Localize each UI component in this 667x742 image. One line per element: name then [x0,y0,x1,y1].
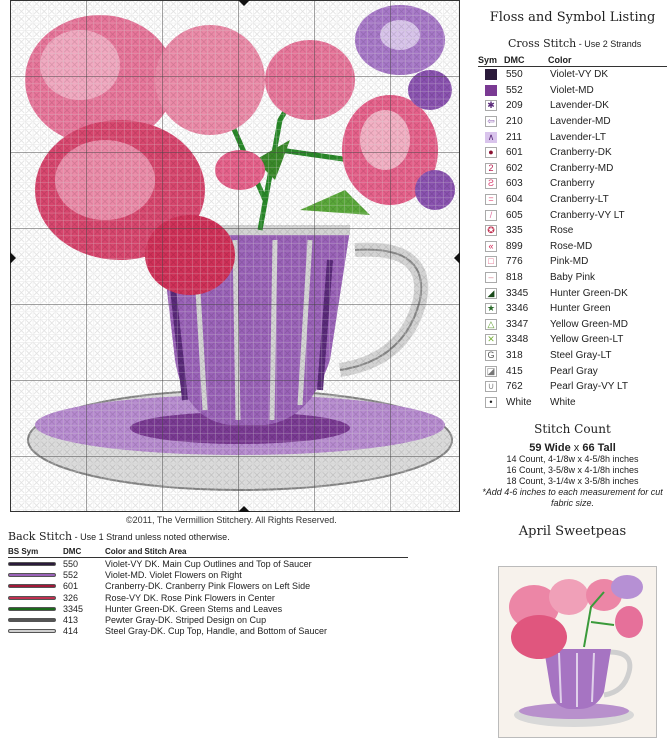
floss-row [478,129,667,145]
floss-dmc: 210 [506,116,523,128]
floss-color-name: Baby Pink [550,272,596,284]
symbol-cell [478,85,504,96]
back-stitch-dmc: 552 [63,569,79,580]
floss-row [478,176,667,192]
floss-row [478,207,667,223]
back-stitch-legend [8,530,408,637]
floss-row [478,332,667,348]
stitch-count [478,422,667,509]
back-stitch-line-sample [8,596,56,600]
floss-color-name: Hunter Green [550,303,611,315]
back-stitch-dmc: 326 [63,592,79,603]
symbol-cell [478,116,504,127]
symbol-cell [478,225,504,236]
bs-area-header: Color and Stitch Area [105,547,187,556]
back-stitch-line-sample [8,573,56,577]
back-stitch-area: Pewter Gray-DK. Striped Design on Cup [105,615,267,626]
floss-dmc: 605 [506,209,523,221]
symbol-cell [478,178,504,189]
floss-symbol-swatch [485,69,497,80]
back-stitch-area: Violet-VY DK. Main Cup Outlines and Top of Saucer [105,558,312,569]
floss-row [478,67,667,83]
floss-symbol-swatch: △ [485,319,497,330]
back-stitch-area: Cranberry-DK. Cranberry Pink Flowers on Left Side [105,581,311,592]
back-stitch-label: Back Stitch [8,530,73,543]
floss-dmc: 604 [506,194,523,206]
back-stitch-header [8,547,408,558]
floss-row [478,363,667,379]
back-stitch-dmc: 601 [63,581,79,592]
floss-symbol-swatch [485,85,497,96]
floss-dmc: 3345 [506,287,529,299]
back-stitch-area: Hunter Green-DK. Green Stems and Leaves [105,603,283,614]
back-stitch-line-sample [8,607,56,611]
floss-dmc: 899 [506,240,523,252]
floss-row [478,301,667,317]
floss-dmc: 550 [506,69,523,81]
floss-row [478,254,667,270]
symbol-cell [478,132,504,143]
floss-row [478,348,667,364]
cross-stitch-chart [10,0,460,512]
back-stitch-row [8,626,408,637]
back-stitch-area: Steel Gray-DK. Cup Top, Handle, and Bottom of Saucer [105,626,327,637]
preview-illustration [499,567,656,737]
floss-symbol-swatch: G [485,350,497,361]
symbol-cell [478,366,504,377]
finished-preview-image [498,566,657,738]
bs-sym-header: BS Sym [8,547,39,556]
floss-color-name: Violet-MD [550,84,594,96]
floss-row [478,161,667,177]
floss-color-name: Yellow Green-LT [550,334,624,346]
floss-row [478,270,667,286]
symbol-cell [478,210,504,221]
floss-color-name: Rose [550,225,574,237]
floss-color-name: Pearl Gray-VY LT [550,381,628,393]
floss-color-name: Pink-MD [550,256,589,268]
symbol-cell [478,334,504,345]
cross-stitch-label: Cross Stitch [508,37,577,50]
floss-dmc: 209 [506,100,523,112]
floss-dmc: White [506,396,532,408]
stitch-count-title: Stitch Count [534,422,611,436]
floss-symbol-swatch: 2 [485,163,497,174]
sym-header: Sym [478,55,498,65]
floss-dmc: 3347 [506,318,529,330]
floss-color-name: Pearl Gray [550,365,598,377]
floss-row [478,114,667,130]
floss-dmc: 601 [506,147,523,159]
floss-dmc: 335 [506,225,523,237]
back-stitch-dmc: 3345 [63,603,84,614]
floss-symbol-swatch: / [485,210,497,221]
floss-symbol-swatch: Ƨ [485,178,497,189]
floss-symbol-swatch: • [485,397,497,408]
floss-dmc: 762 [506,381,523,393]
count-row-18: 18 Count, 3-1/4w x 3-5/8h inches [506,476,639,486]
symbol-cell [478,350,504,361]
count-row-16: 16 Count, 3-5/8w x 4-1/8h inches [506,465,639,475]
floss-row [478,394,667,410]
back-stitch-row [8,569,408,580]
floss-row [478,83,667,99]
floss-dmc: 776 [506,256,523,268]
dmc-header: DMC [504,55,525,65]
floss-symbol-swatch: – [485,272,497,283]
symbol-cell [478,319,504,330]
floss-color-name: Rose-MD [550,240,593,252]
floss-symbol-swatch: ✪ [485,225,497,236]
chart-pattern-grid [10,0,460,512]
floss-dmc: 602 [506,162,523,174]
back-stitch-dmc: 550 [63,558,79,569]
floss-symbol-swatch: « [485,241,497,252]
symbol-cell [478,194,504,205]
floss-dmc: 552 [506,84,523,96]
floss-color-name: Lavender-LT [550,131,606,143]
floss-color-name: Cranberry-LT [550,194,609,206]
stitch-tall: 66 Tall [582,442,616,454]
symbol-cell [478,256,504,267]
floss-dmc: 415 [506,365,523,377]
floss-row [478,317,667,333]
floss-dmc: 818 [506,272,523,284]
floss-row [478,192,667,208]
back-stitch-table [8,558,408,637]
stitch-dimensions [478,442,667,454]
floss-color-name: Cranberry [550,178,595,190]
floss-row [478,145,667,161]
floss-legend [478,0,667,410]
floss-row [478,223,667,239]
floss-symbol-swatch: ∧ [485,132,497,143]
floss-title: Floss and Symbol Listing [489,10,656,25]
symbol-cell [478,288,504,299]
symbol-cell [478,100,504,111]
floss-row [478,285,667,301]
back-stitch-line-sample [8,562,56,566]
copyright-text: ©2011, The Vermillion Stitchery. All Rights Reserved. [126,515,337,525]
stitch-x: x [570,442,583,454]
floss-table-header [478,55,667,67]
back-stitch-row [8,614,408,625]
floss-color-name: Yellow Green-MD [550,318,628,330]
back-stitch-line-sample [8,629,56,633]
floss-symbol-swatch: ● [485,147,497,158]
count-row-14: 14 Count, 4-1/8w x 4-5/8h inches [506,454,639,464]
floss-color-name: Lavender-MD [550,116,611,128]
floss-color-name: Violet-VY DK [550,69,608,81]
back-stitch-row [8,603,408,614]
back-stitch-note: - Use 1 Strand unless noted otherwise. [72,532,230,542]
cross-stitch-title [508,37,667,50]
stitch-wide: 59 Wide [529,442,571,454]
symbol-cell [478,147,504,158]
back-stitch-dmc: 413 [63,615,79,626]
floss-dmc: 3346 [506,303,529,315]
back-stitch-row [8,592,408,603]
symbol-cell [478,381,504,392]
cross-stitch-note: - Use 2 Strands [576,39,642,49]
floss-dmc: 318 [506,349,523,361]
back-stitch-row [8,558,408,569]
floss-dmc: 211 [506,131,522,143]
floss-symbol-swatch: ⇦ [485,116,497,127]
back-stitch-area: Violet-MD. Violet Flowers on Right [105,569,242,580]
floss-table [478,67,667,410]
floss-row [478,98,667,114]
symbol-cell [478,241,504,252]
floss-dmc: 3348 [506,334,529,346]
bs-dmc-header: DMC [63,547,82,556]
back-stitch-row [8,581,408,592]
floss-symbol-swatch: ∪ [485,381,497,392]
back-stitch-dmc: 414 [63,626,79,637]
floss-row [478,239,667,255]
back-stitch-title [8,530,408,543]
color-header: Color [548,55,572,65]
floss-color-name: Cranberry-DK [550,147,612,159]
floss-row [478,379,667,395]
symbol-cell [478,303,504,314]
floss-color-name: Steel Gray-LT [550,349,612,361]
floss-symbol-swatch: ◢ [485,288,497,299]
floss-symbol-swatch: ★ [486,303,496,314]
floss-color-name: White [550,396,576,408]
floss-symbol-swatch: ✕ [485,334,497,345]
floss-symbol-swatch: = [485,194,497,205]
symbol-cell [478,272,504,283]
symbol-cell [478,69,504,80]
back-stitch-line-sample [8,618,56,622]
back-stitch-area: Rose-VY DK. Rose Pink Flowers in Center [105,592,275,603]
pattern-name: April Sweetpeas [518,524,627,539]
floss-color-name: Lavender-DK [550,100,609,112]
floss-color-name: Cranberry-VY LT [550,209,625,221]
fabric-size-note: *Add 4-6 inches to each measurement for cut fabric size. [482,487,663,508]
back-stitch-line-sample [8,584,56,588]
floss-symbol-swatch: ◪ [486,365,496,376]
floss-dmc: 603 [506,178,523,190]
floss-color-name: Hunter Green-DK [550,287,628,299]
floss-symbol-swatch: □ [485,256,497,267]
symbol-cell [478,163,504,174]
symbol-cell [478,397,504,408]
floss-color-name: Cranberry-MD [550,162,614,174]
floss-symbol-swatch: ✱ [485,100,497,111]
